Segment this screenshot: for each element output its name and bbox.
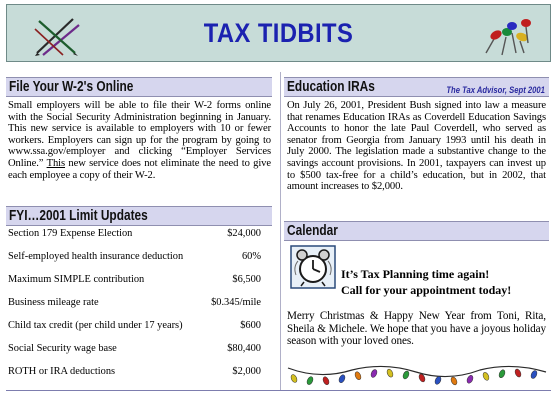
w2-heading-bar	[6, 77, 272, 97]
limit-value: $6,500	[232, 274, 261, 285]
holiday-lights-icon	[286, 360, 548, 386]
light-bulb	[322, 376, 330, 386]
limit-label: Social Security wage base	[8, 343, 117, 354]
ira-article: On July 26, 2001, President Bush signed into law a measure that renames Education IRAs as Coverdell Education Savings Accounts to honor the late Paul Coverdell, who served as senator from Georgia from January 1993 until his death in July 2000. The legislation made a substantive change to the savings account provisions. In 2001, taxpayers can invest up to $500 tax-free for a child’s education, but in 2002, that amount increases to $2,000.	[287, 100, 546, 193]
w2-heading: File Your W-2's Online	[9, 79, 134, 95]
light-bulb	[386, 368, 394, 378]
calendar-heading: Calendar	[287, 223, 338, 239]
light-bulb	[338, 374, 346, 384]
limit-value: $0.345/mile	[211, 297, 261, 308]
limits-heading: FYI…2001 Limit Updates	[9, 208, 148, 224]
light-bulb	[402, 370, 410, 380]
banner-title: TAX TIDBITS	[203, 18, 354, 48]
limit-label: ROTH or IRA deductions	[8, 366, 116, 377]
calendar-headline-line1: It’s Tax Planning time again!	[341, 267, 490, 281]
calendar-greeting: Merry Christmas & Happy New Year from Toni, Rita, Sheila & Michele. We hope that you have a joyous holiday season with your loved ones.	[287, 310, 546, 348]
limit-row	[8, 319, 261, 333]
light-bulb	[514, 368, 522, 378]
calendar-headline	[341, 266, 511, 298]
limit-value: 60%	[241, 251, 261, 262]
limit-label: Child tax credit (per child under 17 years)	[8, 320, 183, 331]
bottom-rule	[6, 390, 551, 391]
light-bulb	[306, 376, 314, 386]
w2-text-part1: Small employers will be able to file their W-2 forms online with the Social Security Administration beginning in January. This new service is available to employers with 10 or fewer workers. Employers can sign up for the program by going to www.ssa.gov/employer and clicking “Employer Services Online.”	[8, 100, 271, 169]
calendar-headline-line2: Call for your appointment today!	[341, 283, 512, 297]
ira-heading-bar	[284, 77, 549, 97]
light-bulb	[498, 369, 506, 379]
ira-byline: The Tax Advisor, Sept 2001	[446, 85, 545, 95]
calendar-heading-bar	[284, 221, 549, 241]
limit-row	[8, 365, 261, 379]
w2-text-underlined: This	[46, 157, 66, 169]
column-divider	[280, 72, 281, 390]
w2-text-part2: new service does not eliminate the need to give each employee a copy of their W-2.	[8, 157, 271, 181]
limit-label: Maximum SIMPLE contribution	[8, 274, 145, 285]
limit-row	[8, 250, 261, 264]
limit-row	[8, 227, 261, 241]
banner	[6, 4, 551, 62]
limits-heading-bar	[6, 206, 272, 226]
limit-row	[8, 342, 261, 356]
limit-label: Self-employed health insurance deduction	[8, 251, 184, 262]
limit-label: Business mileage rate	[8, 297, 99, 308]
ira-heading: Education IRAs	[287, 79, 375, 95]
limit-value: $80,400	[227, 343, 261, 354]
push-pins-icon	[476, 13, 534, 59]
limit-value: $24,000	[227, 228, 261, 239]
limit-label: Section 179 Expense Election	[8, 228, 133, 239]
light-bulb	[530, 370, 538, 380]
light-bulb	[466, 374, 474, 384]
limit-value: $600	[240, 320, 261, 331]
light-bulb	[290, 374, 298, 384]
limit-row	[8, 296, 261, 310]
light-bulb	[482, 371, 490, 381]
light-bulb	[354, 371, 362, 381]
limit-value: $2,000	[232, 366, 261, 377]
alarm-clock-icon	[290, 245, 336, 289]
limit-row	[8, 273, 261, 287]
light-bulb	[450, 376, 458, 386]
w2-article	[8, 100, 271, 181]
light-bulb	[370, 369, 378, 379]
